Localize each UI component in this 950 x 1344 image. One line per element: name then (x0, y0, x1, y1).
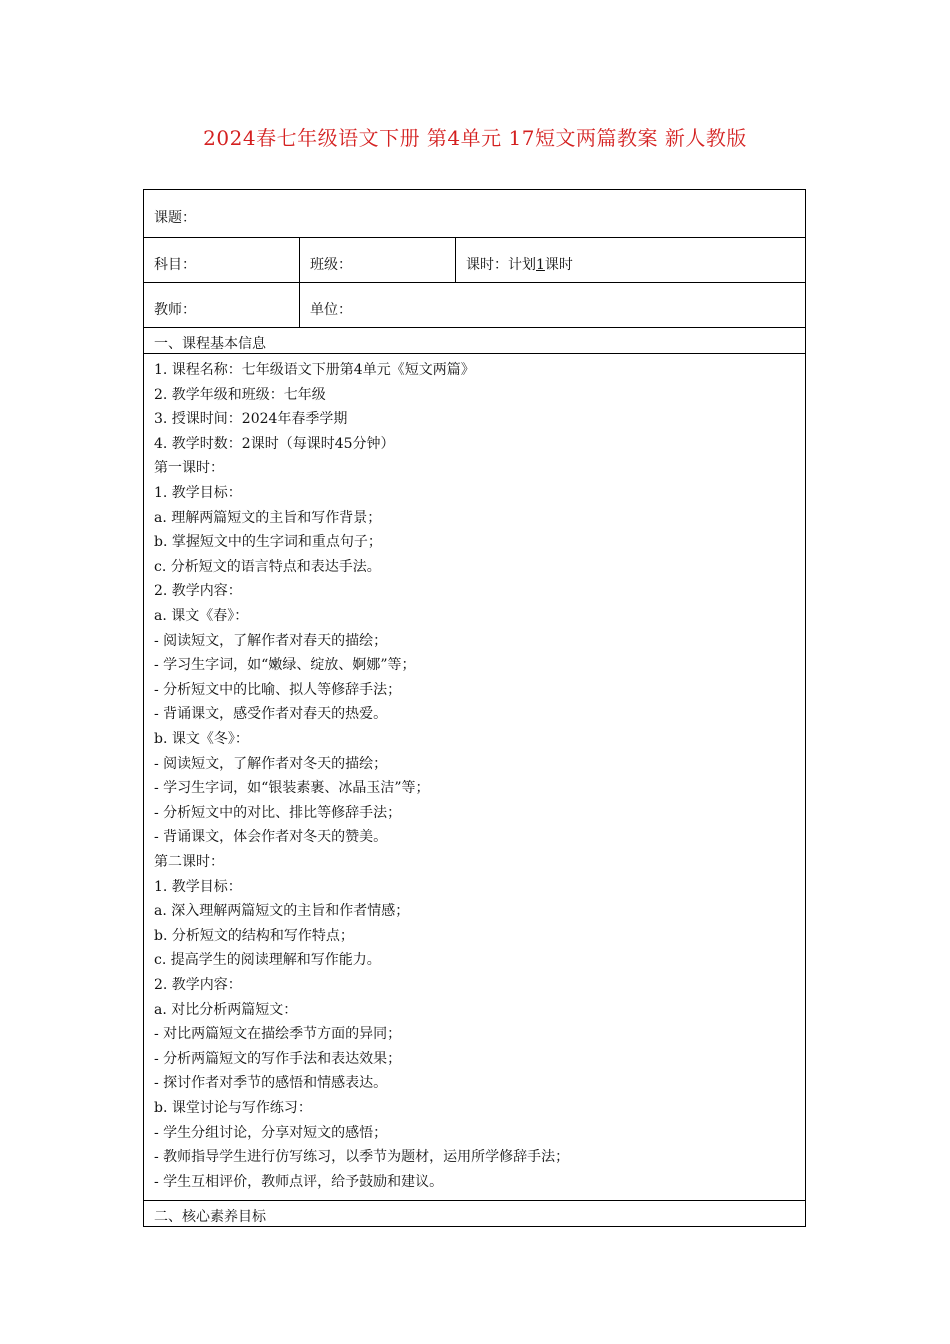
content-line: b. 课文《冬》： (154, 731, 249, 747)
content-line: 1. 课程名称：七年级语文下册第4单元《短文两篇》 (154, 362, 475, 378)
content-line: 2. 教学内容： (154, 977, 242, 993)
content-line: - 分析短文中的对比、排比等修辞手法； (154, 804, 402, 821)
unit-cell (299, 283, 805, 327)
content-line: 3. 授课时间：2024年春季学期 (154, 411, 348, 428)
class-label: 班级： (310, 257, 352, 273)
content-line: - 探讨作者对季节的感悟和情感表达。 (154, 1075, 388, 1092)
content-line: 第二课时： (154, 854, 224, 870)
content-line: - 学习生字词，如“嫩绿、绽放、婀娜”等； (154, 657, 416, 674)
topic-row (143, 189, 806, 238)
content-line: - 教师指导学生进行仿写练习，以季节为题材，运用所学修辞手法； (154, 1149, 570, 1166)
content-line: b. 掌握短文中的生字词和重点句子； (154, 534, 382, 551)
content-line: 2. 教学年级和班级：七年级 (154, 386, 326, 403)
content-line: - 学生分组讨论，分享对短文的感悟； (154, 1124, 388, 1141)
content-line: 2. 教学内容： (154, 583, 242, 600)
section-heading: 一、课程基本信息 (154, 336, 266, 352)
content-line: 第一课时： (154, 460, 224, 477)
content-line: a. 深入理解两篇短文的主旨和作者情感； (154, 903, 410, 920)
subject-label: 科目： (154, 257, 196, 273)
period-count: 1 (536, 257, 545, 273)
content-line: - 分析两篇短文的写作手法和表达效果； (154, 1050, 402, 1067)
content-line: a. 理解两篇短文的主旨和写作背景； (154, 509, 382, 526)
period-suffix: 课时 (544, 257, 573, 273)
section-basic-info (143, 327, 806, 354)
content-line: - 背诵课文，感受作者对春天的热爱。 (154, 706, 388, 723)
document-title: 2024春七年级语文下册 第4单元 17短文两篇教案 新人教版 (203, 126, 747, 150)
content-line: b. 分析短文的结构和写作特点； (154, 927, 354, 944)
period-prefix: 课时：计划 (466, 257, 536, 273)
content-line: c. 提高学生的阅读理解和写作能力。 (154, 952, 381, 969)
period-label (466, 254, 573, 274)
content-line: - 背诵课文，体会作者对冬天的赞美。 (154, 829, 388, 846)
content-line: - 学习生字词，如“银装素裹、冰晶玉洁”等； (154, 780, 430, 797)
content-line: - 分析短文中的比喻、拟人等修辞手法； (154, 681, 402, 698)
content-line: a. 课文《春》： (154, 608, 249, 624)
content-line: c. 分析短文的语言特点和表达手法。 (154, 558, 381, 575)
content-line: 1. 教学目标： (154, 485, 242, 501)
teacher-label: 教师： (154, 302, 196, 318)
section-core-goals (143, 1200, 806, 1227)
section-heading: 二、核心素养目标 (154, 1209, 266, 1225)
course-content (143, 353, 806, 1201)
period-cell (455, 238, 805, 282)
content-line: b. 课堂讨论与写作练习： (154, 1100, 312, 1116)
topic-label: 课题： (154, 210, 196, 226)
content-line: a. 对比分析两篇短文： (154, 1001, 298, 1018)
teacher-row (143, 282, 806, 328)
content-line: - 阅读短文，了解作者对春天的描绘； (154, 632, 388, 649)
content-line: - 阅读短文，了解作者对冬天的描绘； (154, 755, 388, 772)
unit-label: 单位： (310, 302, 352, 318)
content-line: - 对比两篇短文在描绘季节方面的异同； (154, 1026, 402, 1043)
content-line: 4. 教学时数：2课时（每课时45分钟） (154, 435, 395, 452)
content-line: 1. 教学目标： (154, 878, 242, 895)
content-line: - 学生互相评价，教师点评，给予鼓励和建议。 (154, 1173, 444, 1190)
subject-row (143, 237, 806, 283)
